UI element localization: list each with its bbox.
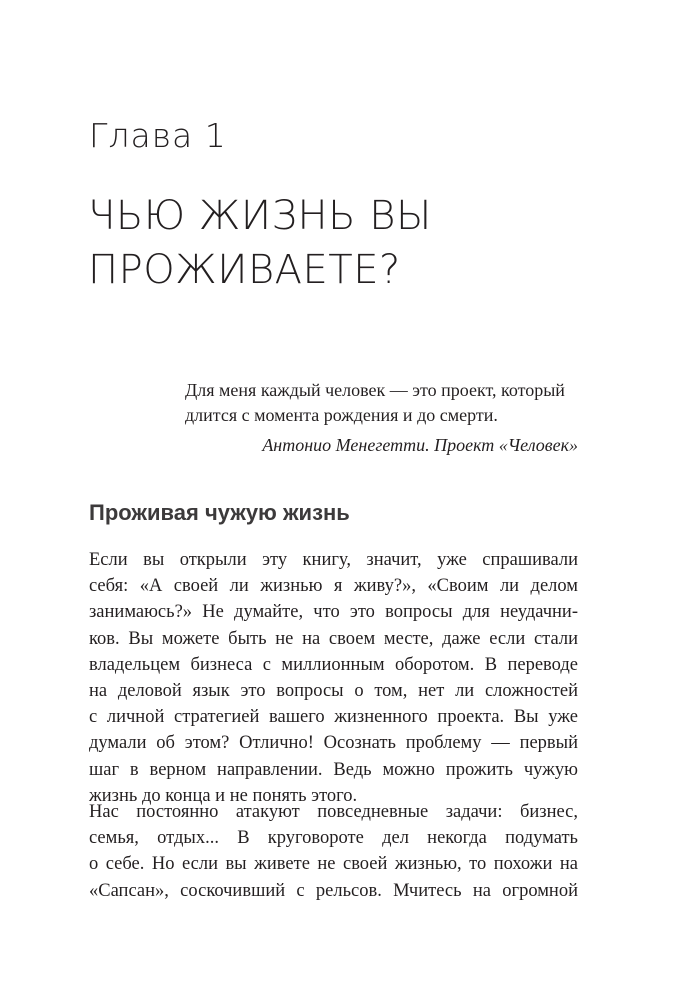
chapter-label: Глава 1 — [89, 116, 227, 155]
epigraph-line: Для меня каждый человек — это проект, который — [185, 380, 565, 400]
text-line: владельцем бизнеса с миллионным оборотом. В переводе — [89, 654, 578, 675]
epigraph — [185, 378, 578, 458]
epigraph-line: длится с момента рождения и до смерти. — [185, 405, 498, 425]
text-line: с личной стратегией вашего жизненного проекта. Вы уже — [89, 707, 578, 728]
epigraph-source: Антонио Менегетти. Проект «Человек» — [262, 435, 578, 455]
text-line: шаг в верном направлении. Ведь можно прожить чужую — [89, 759, 578, 780]
text-line: занимаюсь?» Не думайте, что это вопросы для неудачни- — [89, 602, 578, 623]
text-line: «Сапсан», соскочивший с рельсов. Мчитесь на огромной — [89, 880, 578, 901]
chapter-title-line: ПРОЖИВАЕТЕ? — [88, 247, 401, 293]
section-heading: Проживая чужую жизнь — [89, 500, 350, 525]
chapter-title — [88, 189, 588, 297]
text-line: семья, отдых... В круговороте дел некогда подумать — [89, 828, 578, 849]
chapter-title-line: ЧЬЮ ЖИЗНЬ ВЫ — [88, 193, 432, 239]
text-line: на деловой язык это вопросы о том, нет ли сложностей — [89, 681, 578, 702]
text-line: о себе. Но если вы живете не своей жизнью, то похожи на — [89, 854, 578, 875]
text-line: ков. Вы можете быть не на своем месте, даже если стали — [89, 628, 578, 649]
paragraph — [89, 547, 578, 809]
text-line: Если вы открыли эту книгу, значит, уже спрашивали — [89, 550, 578, 570]
paragraph — [89, 799, 578, 904]
text-line: думали об этом? Отлично! Осознать проблему — первый — [89, 733, 578, 754]
text-line: себя: «А своей ли жизнью я живу?», «Своим ли делом — [89, 576, 578, 597]
epigraph-text — [185, 378, 578, 428]
text-line: жизнь до конца и не понять этого. — [89, 785, 358, 806]
text-line: Нас постоянно атакуют повседневные задачи: бизнес, — [89, 802, 578, 822]
